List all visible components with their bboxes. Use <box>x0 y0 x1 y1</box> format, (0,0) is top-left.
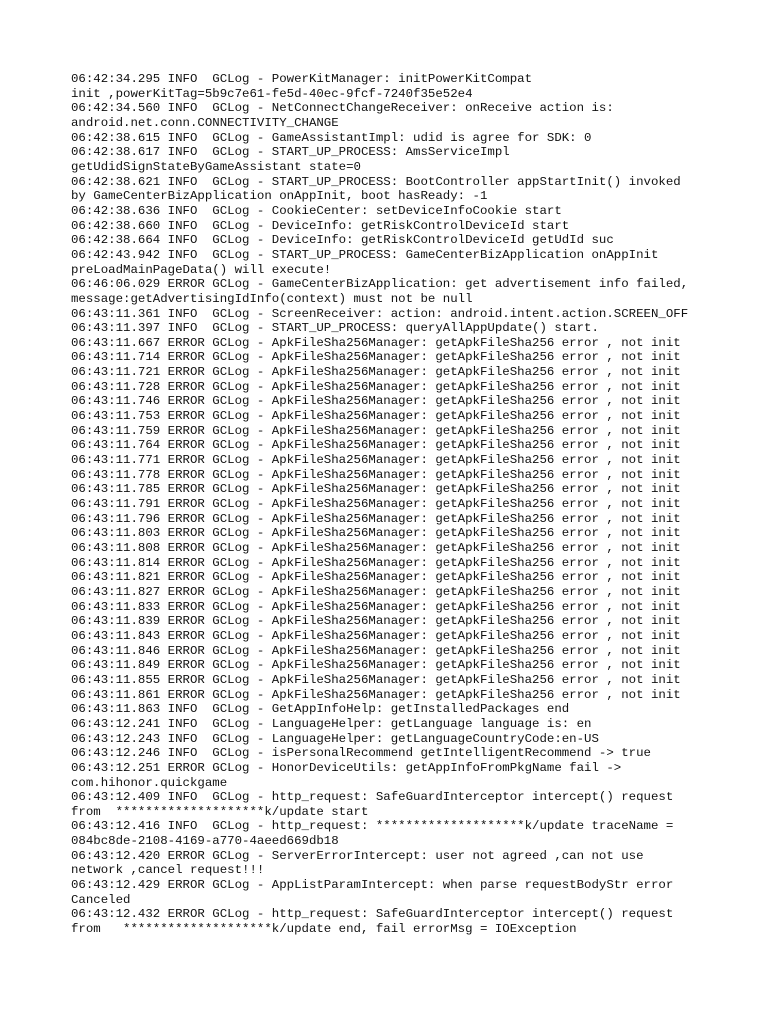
log-line: Canceled <box>71 892 131 907</box>
log-line: 06:43:12.251 ERROR GCLog - HonorDeviceUtils: getAppInfoFromPkgName fail -> <box>71 760 622 775</box>
log-line: 06:42:43.942 INFO GCLog - START_UP_PROCESS: GameCenterBizApplication onAppInit <box>71 247 659 262</box>
log-line: 06:43:11.791 ERROR GCLog - ApkFileSha256Manager: getApkFileSha256 error , not init <box>71 497 681 512</box>
log-line: 06:43:11.808 ERROR GCLog - ApkFileSha256Manager: getApkFileSha256 error , not init <box>71 541 681 555</box>
log-line: 06:42:38.660 INFO GCLog - DeviceInfo: getRiskControlDeviceId start <box>71 218 570 233</box>
log-line: from ********************k/update start <box>71 804 369 819</box>
log-line: 06:43:12.416 INFO GCLog - http_request: ********************k/update traceName = <box>71 819 674 834</box>
log-line: 06:43:11.714 ERROR GCLog - ApkFileSha256Manager: getApkFileSha256 error , not init <box>71 350 681 365</box>
log-line: 06:43:11.771 ERROR GCLog - ApkFileSha256Manager: getApkFileSha256 error , not init <box>71 453 681 468</box>
log-line: 06:43:11.764 ERROR GCLog - ApkFileSha256Manager: getApkFileSha256 error , not init <box>71 438 681 453</box>
log-line: 06:43:11.839 ERROR GCLog - ApkFileSha256Manager: getApkFileSha256 error , not init <box>71 614 681 629</box>
log-line: init ,powerKitTag=5b9c7e61-fe5d-40ec-9fcf-7240f35e52e4 <box>71 86 473 101</box>
log-line: 06:43:11.759 ERROR GCLog - ApkFileSha256Manager: getApkFileSha256 error , not init <box>71 423 681 438</box>
log-line: 06:43:11.814 ERROR GCLog - ApkFileSha256Manager: getApkFileSha256 error , not init <box>71 555 681 570</box>
log-line: 06:43:11.846 ERROR GCLog - ApkFileSha256Manager: getApkFileSha256 error , not init <box>71 643 681 658</box>
log-line: android.net.conn.CONNECTIVITY_CHANGE <box>71 115 339 130</box>
log-line: 06:43:11.397 INFO GCLog - START_UP_PROCESS: queryAllAppUpdate() start. <box>71 321 599 336</box>
log-line: 06:43:11.728 ERROR GCLog - ApkFileSha256Manager: getApkFileSha256 error , not init <box>71 379 681 394</box>
log-line: 06:43:11.778 ERROR GCLog - ApkFileSha256Manager: getApkFileSha256 error , not init <box>71 467 681 482</box>
log-line: 06:43:11.721 ERROR GCLog - ApkFileSha256Manager: getApkFileSha256 error , not init <box>71 365 681 380</box>
log-line: network ,cancel request!!! <box>71 863 265 878</box>
log-line: 06:43:12.243 INFO GCLog - LanguageHelper: getLanguageCountryCode:en-US <box>71 731 599 746</box>
log-line: 06:42:38.615 INFO GCLog - GameAssistantImpl: udid is agree for SDK: 0 <box>71 130 592 145</box>
log-line: 06:43:11.746 ERROR GCLog - ApkFileSha256Manager: getApkFileSha256 error , not init <box>71 394 681 409</box>
log-line: message:getAdvertisingIdInfo(context) must not be null <box>71 291 473 306</box>
log-line: 06:43:11.785 ERROR GCLog - ApkFileSha256Manager: getApkFileSha256 error , not init <box>71 482 681 497</box>
log-line: 06:43:11.803 ERROR GCLog - ApkFileSha256Manager: getApkFileSha256 error , not init <box>71 526 681 541</box>
log-line: 06:43:12.409 INFO GCLog - http_request: SafeGuardInterceptor intercept() request <box>71 790 674 805</box>
log-line: 06:42:38.636 INFO GCLog - CookieCenter: setDeviceInfoCookie start <box>71 203 562 218</box>
log-line: 06:42:34.560 INFO GCLog - NetConnectChangeReceiver: onReceive action is: <box>71 101 614 116</box>
log-line: from ********************k/update end, fail errorMsg = IOException <box>71 922 577 937</box>
log-line: 06:43:12.420 ERROR GCLog - ServerErrorIntercept: user not agreed ,can not use <box>71 848 644 863</box>
log-line: getUdidSignStateByGameAssistant state=0 <box>71 159 361 174</box>
log-line: 06:42:38.664 INFO GCLog - DeviceInfo: getRiskControlDeviceId getUdId suc <box>71 233 614 248</box>
log-line: 06:43:11.833 ERROR GCLog - ApkFileSha256Manager: getApkFileSha256 error , not init <box>71 599 681 614</box>
log-line: 06:43:12.241 INFO GCLog - LanguageHelper: getLanguage language is: en <box>71 716 592 731</box>
log-line: 06:43:12.432 ERROR GCLog - http_request: SafeGuardInterceptor intercept() request <box>71 907 674 922</box>
log-line: com.hihonor.quickgame <box>71 775 228 790</box>
log-document <box>71 72 711 937</box>
log-line: 06:43:11.861 ERROR GCLog - ApkFileSha256Manager: getApkFileSha256 error , not init <box>71 687 681 702</box>
log-line: 06:46:06.029 ERROR GCLog - GameCenterBizApplication: get advertisement info failed, <box>71 277 689 292</box>
log-line: 06:43:11.855 ERROR GCLog - ApkFileSha256Manager: getApkFileSha256 error , not init <box>71 672 681 687</box>
log-line: 06:43:12.246 INFO GCLog - isPersonalRecommend getIntelligentRecommend -> true <box>71 746 651 761</box>
log-line: 06:42:34.295 INFO GCLog - PowerKitManager: initPowerKitCompat <box>71 72 533 86</box>
log-line: 06:42:38.621 INFO GCLog - START_UP_PROCESS: BootController appStartInit() invoked <box>71 174 681 189</box>
log-line: 06:43:11.667 ERROR GCLog - ApkFileSha256Manager: getApkFileSha256 error , not init <box>71 335 681 350</box>
log-line: 06:43:11.361 INFO GCLog - ScreenReceiver: action: android.intent.action.SCREEN_OFF <box>71 306 689 321</box>
log-line: 06:43:11.796 ERROR GCLog - ApkFileSha256Manager: getApkFileSha256 error , not init <box>71 511 681 526</box>
log-line: 084bc8de-2108-4169-a770-4aeed669db18 <box>71 834 339 849</box>
log-line: 06:43:11.849 ERROR GCLog - ApkFileSha256Manager: getApkFileSha256 error , not init <box>71 658 681 673</box>
log-line: 06:43:11.827 ERROR GCLog - ApkFileSha256Manager: getApkFileSha256 error , not init <box>71 584 681 599</box>
log-line: 06:43:11.821 ERROR GCLog - ApkFileSha256Manager: getApkFileSha256 error , not init <box>71 570 681 585</box>
log-line: by GameCenterBizApplication onAppInit, boot hasReady: -1 <box>71 189 488 204</box>
log-line: 06:43:12.429 ERROR GCLog - AppListParamIntercept: when parse requestBodyStr error <box>71 878 674 893</box>
log-line: preLoadMainPageData() will execute! <box>71 262 332 277</box>
log-line: 06:43:11.843 ERROR GCLog - ApkFileSha256Manager: getApkFileSha256 error , not init <box>71 628 681 643</box>
log-line: 06:43:11.863 INFO GCLog - GetAppInfoHelp: getInstalledPackages end <box>71 702 570 717</box>
log-line: 06:43:11.753 ERROR GCLog - ApkFileSha256Manager: getApkFileSha256 error , not init <box>71 409 681 424</box>
log-line: 06:42:38.617 INFO GCLog - START_UP_PROCESS: AmsServiceImpl <box>71 145 510 160</box>
